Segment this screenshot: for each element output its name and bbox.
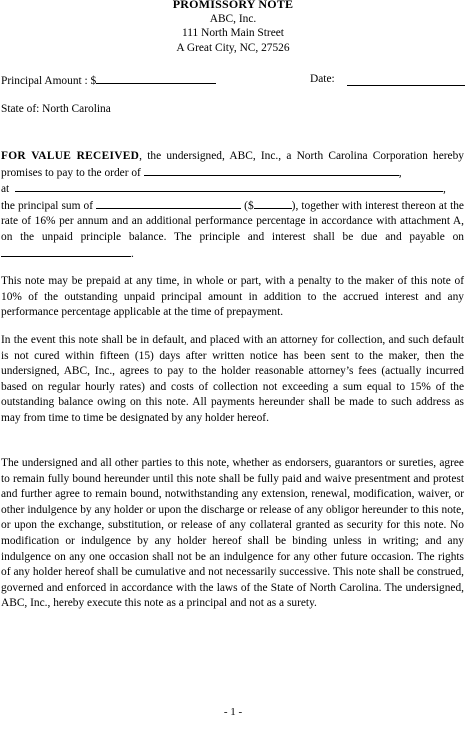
page-number: - 1 - (223, 706, 243, 718)
prepayment-paragraph: This note may be prepaid at any time, in whole or part, with a penalty to the maker of this note of 10% of the outstanding unpaid principal amount in addition to the accrued interest and any performance percentage applicable at the time of prepayment. (1, 275, 464, 319)
principal-amount-field[interactable] (96, 73, 216, 84)
company-street: 111 North Main Street (182, 27, 284, 40)
date-label: Date: (310, 73, 335, 85)
payee-address-field[interactable] (15, 181, 443, 192)
company-name: ABC, Inc. (209, 12, 257, 25)
principal-amount-label: Principal Amount : $ (1, 75, 97, 87)
due-date-field[interactable] (1, 246, 131, 257)
default-paragraph: In the event this note shall be in default, and placed with an attorney for collection, and such default is not cured within fifteen (15) days after written notice has been sent to the maker, then the undersigned, ABC, Inc., agrees to pay to the holder reasonable attorney’s fees (actually incurred based on regular hourly rates) and costs of collection not exceeding a sum equal to 15% of the outstanding balance owing on this note. All payments hereunder shall be made to such address as may from time to time be designated by any holder hereof. (1, 334, 464, 424)
value-received-lead: FOR VALUE RECEIVED (1, 150, 140, 162)
value-received-paragraph: FOR VALUE RECEIVED, the undersigned, ABC, Inc., a North Carolina Corporation hereby promises to pay to the order of , at , the principal sum of ($ ), together with interest thereon at the rate of 16% per annum and an additional performance percentage in accordance with attachment A, on the unpaid principle balance. The principle and interest shall be due and payable on . (1, 150, 464, 260)
principal-figures-field[interactable] (254, 198, 292, 209)
principal-words-field[interactable] (96, 198, 241, 209)
document-header (0, 0, 466, 55)
waiver-paragraph: The undersigned and all other parties to this note, whether as endorsers, guarantors or sureties, agree to remain fully bound hereunder until this note shall be fully paid and waive presentment and protest and further agree to remain bound, notwithstanding any extension, renewal, modification, waiver, or other indulgence by any holder or upon the discharge or release of any obligor hereunder to this note, or upon the exchange, substitution, or release of any collateral granted as security for this note. No modification or indulgence by any holder hereof shall be binding unless in writing; and any indulgence on any one occasion shall not be an indulgence for any other future occasion. The rights of any holder hereof shall be cumulative and not necessarily successive. This note shall be construed, governed and enforced in accordance with the laws of the State of North Carolina. The undersigned, ABC, Inc., hereby execute this note as a principal and not as a surety. (1, 457, 464, 610)
date-field[interactable] (347, 75, 465, 86)
principal-date-row (1, 73, 464, 87)
document-title: PROMISSORY NOTE (172, 0, 294, 11)
company-city: A Great City, NC, 27526 (176, 41, 290, 54)
state-line: State of: North Carolina (1, 103, 111, 115)
payee-field[interactable] (144, 165, 399, 176)
